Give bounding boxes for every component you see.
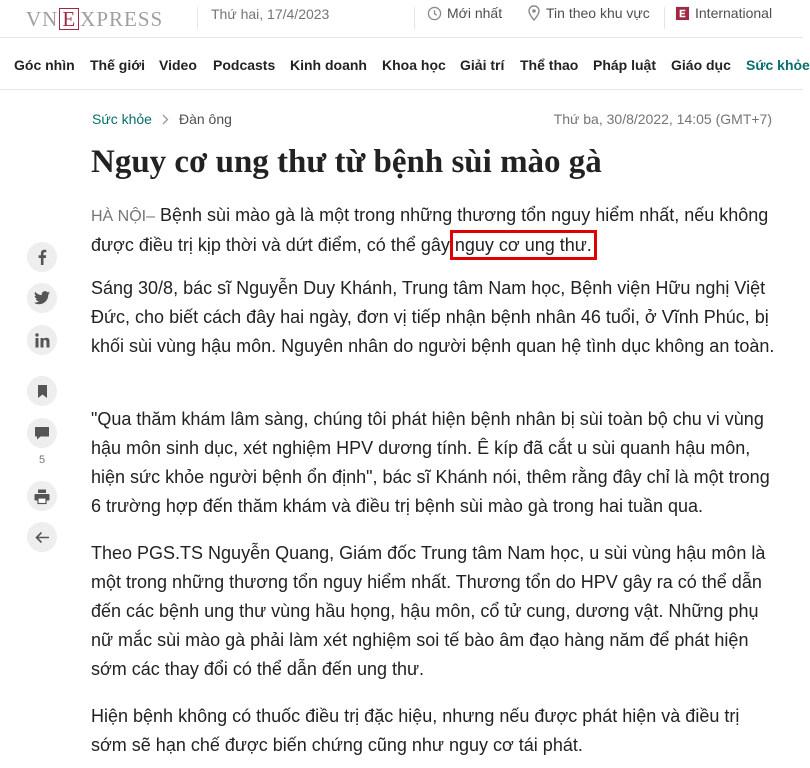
divider <box>197 7 198 29</box>
main-nav <box>0 40 810 90</box>
nav-item-podcasts[interactable]: Podcasts <box>213 57 276 73</box>
regional-news-link[interactable] <box>527 5 650 21</box>
article-paragraph: Sáng 30/8, bác sĩ Nguyễn Duy Khánh, Trung tâm Nam học, Bệnh viện Hữu nghị Việt Đức, cho biết cách đây hai ngày, đơn vị tiếp nhận bệnh nhân 46 tuổi, ở Vĩnh Phúc, bị khối sùi vùng hậu môn. Nguyên nhân do người bệnh quan hệ tình dục không an toàn. <box>91 278 775 356</box>
linkedin-icon <box>35 333 50 348</box>
nav-item-giao-duc[interactable]: Giáo dục <box>671 57 731 73</box>
nav-item-goc-nhin[interactable]: Góc nhìn <box>14 57 75 73</box>
bookmark-icon <box>37 384 48 399</box>
nav-item-suc-khoe[interactable]: Sức khỏe <box>746 57 810 73</box>
print-icon <box>34 489 50 504</box>
location-pin-icon <box>527 5 541 21</box>
nav-item-the-gioi[interactable]: Thế giới <box>90 57 146 73</box>
nav-item-the-thao[interactable]: Thể thao <box>520 57 579 73</box>
breadcrumb-category[interactable]: Sức khỏe <box>92 111 152 127</box>
lead-location: HÀ NỘI– <box>91 208 156 225</box>
nav-item-video[interactable]: Video <box>159 57 197 73</box>
regional-news-label: Tin theo khu vực <box>546 5 650 21</box>
twitter-share-button[interactable] <box>27 283 57 313</box>
lead-text: Bệnh sùi mào gà là một trong những thương tổn nguy hiểm nhất, nếu không được điều trị kịp thời và dứt điểm, có thể gây <box>91 205 769 255</box>
article-paragraph: Theo PGS.TS Nguyễn Quang, Giám đốc Trung tâm Nam học, u sùi vùng hậu môn là một trong những thương tổn nguy hiểm nhất. Thương tổn do HPV gây ra có thể dẫn đến các bệnh ung thư vùng hầu họng, hậu môn, cổ tử cung, dương vật. Những phụ nữ mắc sùi mào gà phải làm xét nghiệm soi tế bào âm đạo hàng năm để phát hiện sớm các thay đổi có thể dẫn đến ung thư. <box>91 543 766 679</box>
twitter-icon <box>34 291 50 305</box>
comment-count: 5 <box>38 454 46 466</box>
publish-date: Thứ ba, 30/8/2022, 14:05 (GMT+7) <box>553 111 772 127</box>
international-label: International <box>695 5 773 21</box>
article-title: Nguy cơ ung thư từ bệnh sùi mào gà <box>91 144 602 180</box>
bookmark-button[interactable] <box>27 376 57 406</box>
top-bar <box>0 0 803 38</box>
chevron-right-icon <box>162 114 169 125</box>
comment-button[interactable] <box>27 418 57 448</box>
current-date: Thứ hai, 17/4/2023 <box>211 6 330 22</box>
vnexpress-logo[interactable]: VN E XPRESS <box>26 7 164 31</box>
nav-item-kinh-doanh[interactable]: Kinh doanh <box>290 57 367 73</box>
facebook-share-button[interactable] <box>27 242 57 272</box>
back-button[interactable] <box>27 522 57 552</box>
international-link[interactable] <box>675 5 772 21</box>
lead-highlight: nguy cơ ung thư. <box>454 235 592 255</box>
divider <box>414 7 415 29</box>
facebook-icon <box>37 249 47 265</box>
comment-icon <box>34 426 50 441</box>
back-arrow-icon <box>35 531 50 544</box>
article-paragraph: Hiện bệnh không có thuốc điều trị đặc hiệu, nhưng nếu được phát hiện và điều trị sớm sẽ hạn chế được biến chứng cũng như nguy cơ tái phát. <box>91 706 740 755</box>
breadcrumb <box>92 111 232 127</box>
article-lead <box>91 201 779 260</box>
latest-news-link[interactable] <box>427 5 502 21</box>
divider <box>664 7 665 29</box>
nav-item-giai-tri[interactable]: Giải trí <box>460 57 505 73</box>
breadcrumb-subcategory[interactable]: Đàn ông <box>178 111 232 127</box>
nav-item-phap-luat[interactable]: Pháp luật <box>593 57 657 73</box>
clock-icon <box>427 6 442 21</box>
article-paragraph: "Qua thăm khám lâm sàng, chúng tôi phát hiện bệnh nhân bị sùi toàn bộ chu vi vùng hậu môn sinh dục, xét nghiệm HPV dương tính. Ê kíp đã cắt u sùi quanh hậu môn, hiện sức khỏe người bệnh ổn định", bác sĩ Khánh nói, thêm rằng đây chỉ là một trong 6 trường hợp đến thăm khám và điều trị bệnh sùi mào gà trong hai tuần qua. <box>91 409 770 516</box>
nav-item-khoa-hoc[interactable]: Khoa học <box>382 57 446 73</box>
print-button[interactable] <box>27 481 57 511</box>
latest-news-label: Mới nhất <box>447 5 503 21</box>
international-e-icon <box>675 6 690 21</box>
linkedin-share-button[interactable] <box>27 325 57 355</box>
